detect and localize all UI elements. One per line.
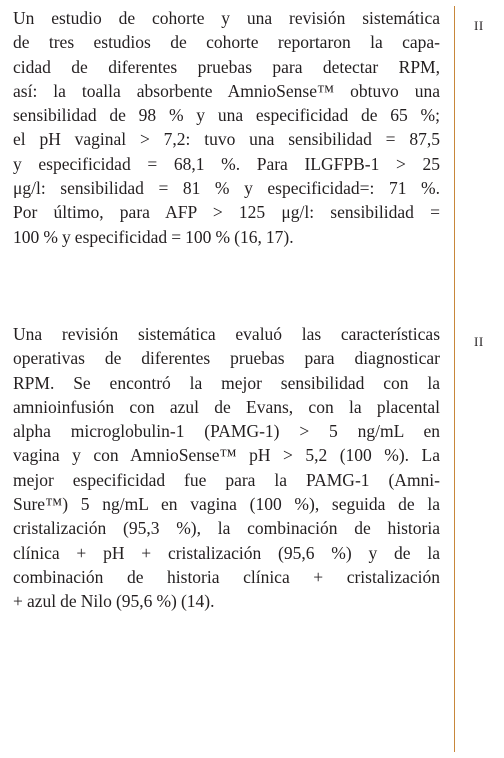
text-line: sensibilidad de 98 % y una especificidad de 65 %; <box>13 105 440 126</box>
text-line: 100 % y especificidad = 100 % (16, 17). <box>13 226 294 247</box>
evidence-row-2-text <box>13 322 440 614</box>
text-line: así: la toalla absorbente AmnioSense™ obtuvo una <box>13 80 440 101</box>
text-line: Por último, para AFP > 125 μg/l: sensibilidad = <box>13 202 440 223</box>
evidence-grade-1: II <box>474 18 484 33</box>
evidence-row-1-text <box>13 6 440 249</box>
text-line: el pH vaginal > 7,2: tuvo una sensibilidad = 87,5 <box>13 129 440 150</box>
text-line: combinación de historia clínica + cristalización <box>13 566 440 587</box>
text-line: operativas de diferentes pruebas para diagnosticar <box>13 348 440 369</box>
evidence-grade-2: II <box>474 334 484 349</box>
text-line: Una revisión sistemática evaluó las características <box>13 324 440 344</box>
column-divider <box>454 6 455 752</box>
text-line: y especificidad = 68,1 %. Para ILGFPB-1 > 25 <box>13 153 440 174</box>
text-line: Sure™) 5 ng/mL en vagina (100 %), seguida de la <box>13 494 440 515</box>
text-line: cristalización (95,3 %), la combinación de historia <box>13 518 440 539</box>
text-line: vagina y con AmnioSense™ pH > 5,2 (100 %). La <box>13 445 440 466</box>
text-line: cidad de diferentes pruebas para detectar RPM, <box>13 56 440 77</box>
text-line: clínica + pH + cristalización (95,6 %) y de la <box>13 542 440 563</box>
text-line: RPM. Se encontró la mejor sensibilidad con la <box>13 372 440 393</box>
text-line: amnioinfusión con azul de Evans, con la placental <box>13 396 440 417</box>
text-line: Un estudio de cohorte y una revisión sistemática <box>13 8 440 28</box>
text-line: + azul de Nilo (95,6 %) (14). <box>13 591 215 612</box>
text-line: de tres estudios de cohorte reportaron la capa- <box>13 32 440 53</box>
text-line: μg/l: sensibilidad = 81 % y especificidad=: 71 %. <box>13 178 440 199</box>
text-line: alpha microglobulin-1 (PAMG-1) > 5 ng/mL en <box>13 421 440 442</box>
text-line: mejor especificidad fue para la PAMG-1 (Amni- <box>13 469 440 490</box>
